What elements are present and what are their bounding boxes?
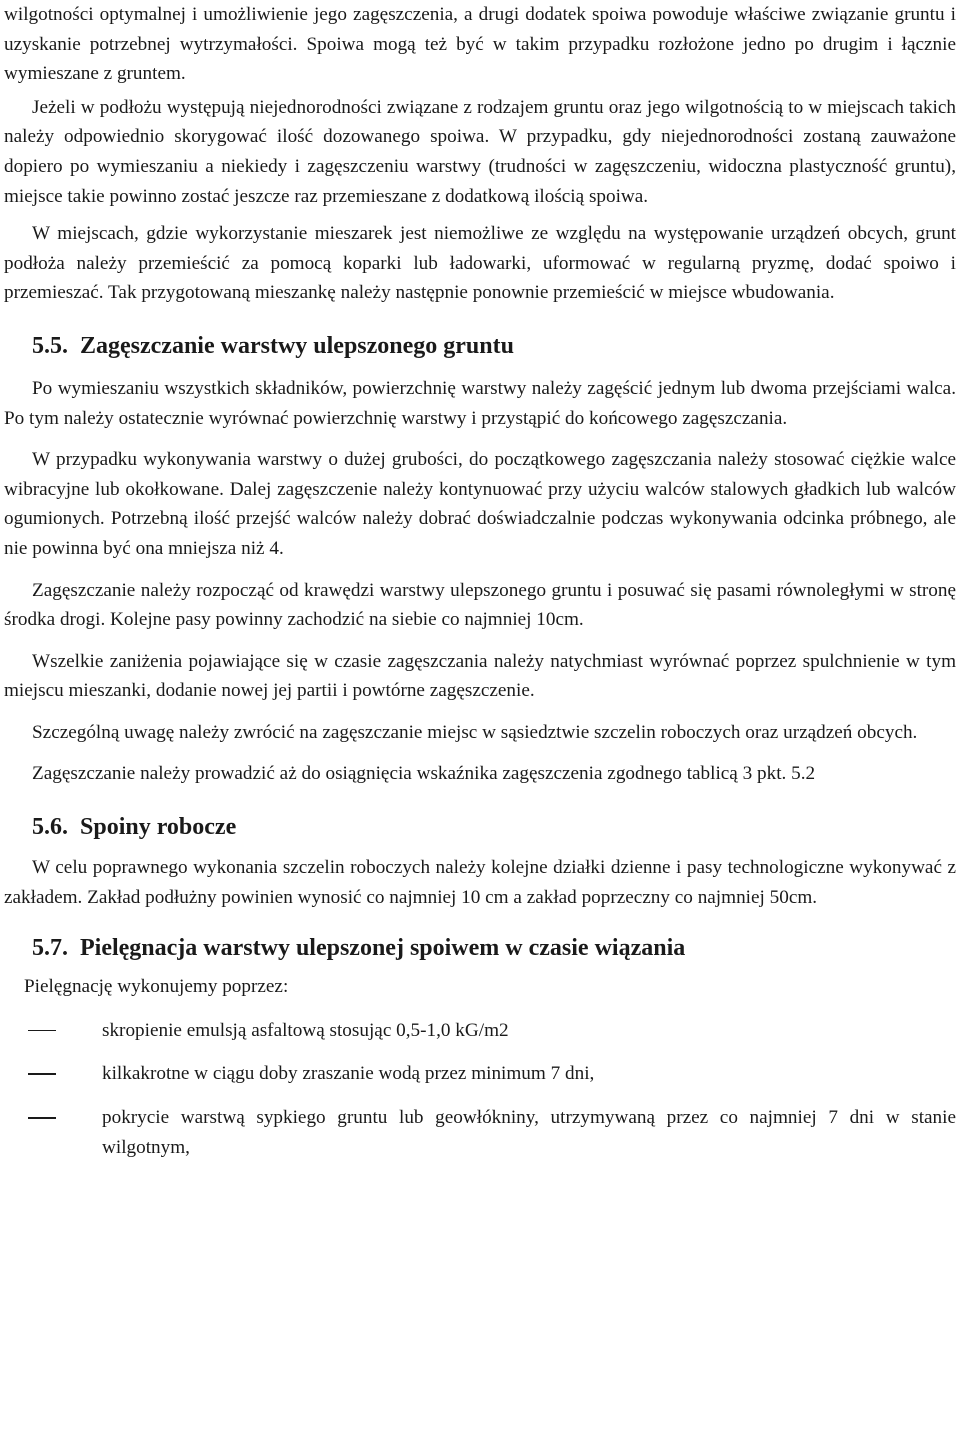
paragraph: W miejscach, gdzie wykorzystanie mieszarek jest niemożliwe ze względu na występowanie urządzeń obcych, grunt podłoża należy przemieścić za pomocą koparki lub ładowarki, uformować w regularną pryzmę, dodać spoiwo i przemieszać. Tak przygotowaną mieszankę należy następnie ponownie przemieścić w miejsce wbudowania. bbox=[4, 223, 956, 304]
dash-bullet-icon bbox=[28, 1103, 102, 1162]
section-number: 5.7. bbox=[32, 935, 68, 962]
section-heading bbox=[4, 932, 956, 964]
list-item bbox=[28, 1059, 956, 1089]
bullet-list bbox=[4, 1016, 956, 1162]
section-title: Pielęgnacja warstwy ulepszonej spoiwem w czasie wiązania bbox=[80, 935, 686, 962]
list-item-text: kilkakrotne w ciągu doby zraszanie wodą przez minimum 7 dni, bbox=[102, 1063, 595, 1085]
dash-bullet-icon bbox=[28, 1016, 102, 1046]
paragraph: Pielęgnację wykonujemy poprzez: bbox=[24, 976, 289, 998]
section-heading bbox=[4, 330, 956, 362]
section-number: 5.5. bbox=[32, 332, 68, 359]
paragraph: wilgotności optymalnej i umożliwienie jego zagęszczenia, a drugi dodatek spoiwa powoduje właściwe związanie gruntu i uzyskanie potrzebnej wytrzymałości. Spoiwa mogą też być w takim przypadku rozłożone jedno po drugim i łącznie wymieszane z gruntem. bbox=[4, 4, 956, 85]
paragraph: Wszelkie zaniżenia pojawiające się w czasie zagęszczania należy natychmiast wyrównać poprzez spulchnienie w tym miejscu mieszanki, dodanie nowej jej partii i powtórne zagęszczenie. bbox=[4, 650, 956, 702]
section-title: Spoiny robocze bbox=[80, 814, 237, 841]
paragraph: Zagęszczanie należy prowadzić aż do osiągnięcia wskaźnika zagęszczenia zgodnego tablicą 3 pkt. 5.2 bbox=[32, 763, 816, 785]
paragraph: Jeżeli w podłożu występują niejednorodności związane z rodzajem gruntu oraz jego wilgotnością to w miejscach takich należy odpowiednio skorygować ilość dozowanego spoiwa. W przypadku, gdy niejednorodności zostaną zauważone dopiero po wymieszaniu a niekiedy i zagęszczeniu warstwy (trudności w zagęszczeniu, widoczna plastyczność gruntu), miejsce takie powinno zostać jeszcze raz przemieszane z dodatkową ilością spoiwa. bbox=[4, 96, 956, 207]
section-heading bbox=[4, 811, 956, 843]
list-item-text: pokrycie warstwą sypkiego gruntu lub geowłókniny, utrzymywaną przez co najmniej 7 dni w stanie wilgotnym, bbox=[102, 1107, 956, 1158]
section-title: Zagęszczanie warstwy ulepszonego gruntu bbox=[80, 332, 514, 359]
paragraph: W przypadku wykonywania warstwy o dużej grubości, do początkowego zagęszczania należy stosować ciężkie walce wibracyjne lub okołkowane. Dalej zagęszczenie należy kontynuować przy użyciu walców stalowych gładkich lub walców ogumionych. Potrzebną ilość przejść walców należy dobrać doświadczalnie podczas wykonywania odcinka próbnego, ale nie powinna być ona mniejsza niż 4. bbox=[4, 449, 956, 559]
dash-bullet-icon bbox=[28, 1059, 102, 1089]
list-item bbox=[28, 1103, 956, 1162]
paragraph: Zagęszczanie należy rozpocząć od krawędzi warstwy ulepszonego gruntu i posuwać się pasami równoległymi w stronę środka drogi. Kolejne pasy powinny zachodzić na siebie co najmniej 10cm. bbox=[4, 579, 956, 631]
list-item-text: skropienie emulsją asfaltową stosując 0,5-1,0 kG/m2 bbox=[102, 1019, 509, 1041]
paragraph: W celu poprawnego wykonania szczelin roboczych należy kolejne działki dzienne i pasy technologiczne wykonywać z zakładem. Zakład podłużny powinien wynosić co najmniej 10 cm a zakład poprzeczny co najmniej 50cm. bbox=[4, 857, 956, 908]
paragraph: Szczególną uwagę należy zwrócić na zagęszczanie miejsc w sąsiedztwie szczelin roboczych oraz urządzeń obcych. bbox=[32, 721, 918, 743]
list-item bbox=[28, 1016, 956, 1046]
paragraph: Po wymieszaniu wszystkich składników, powierzchnię warstwy należy zagęścić jednym lub dwoma przejściami walca. Po tym należy ostatecznie wyrównać powierzchnię warstwy i przystąpić do końcowego zagęszczania. bbox=[4, 377, 956, 429]
section-number: 5.6. bbox=[32, 814, 68, 841]
